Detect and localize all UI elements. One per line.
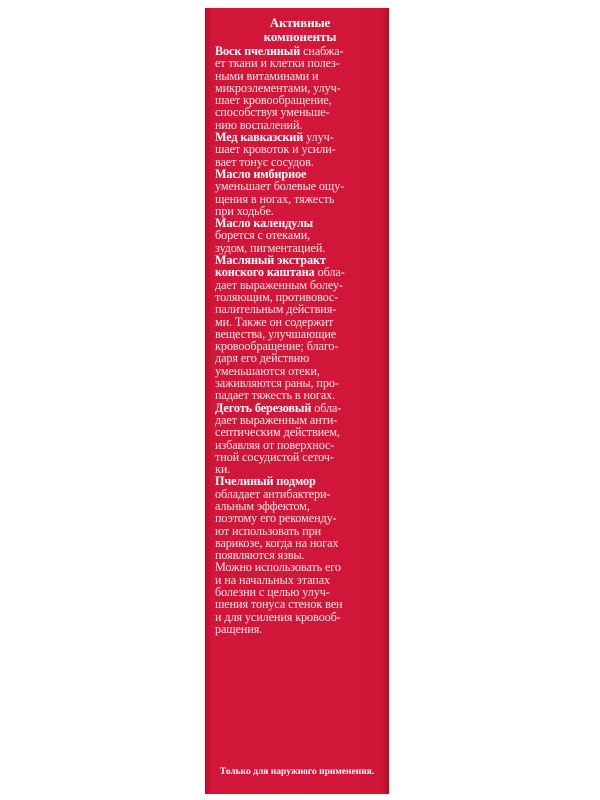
ingredient-description: борется с отеками, — [215, 228, 311, 243]
ingredient-description: обла- — [314, 265, 345, 280]
ingredient-description: зудом, пигментацией. — [215, 240, 326, 255]
ingredient-name: Масляный экстракт — [215, 253, 326, 268]
ingredient-paragraph — [215, 45, 385, 131]
text-line — [215, 451, 385, 463]
ingredient-description: ми. Также он содержит — [215, 314, 334, 329]
ingredient-description: толяющим, противовос- — [215, 289, 339, 304]
ingredient-description: болезни с целью улуч- — [215, 585, 330, 600]
ingredient-description: шает кровоток и усили- — [215, 142, 336, 157]
ingredients-text — [215, 16, 385, 635]
ingredient-description: микроэлементами, улуч- — [215, 80, 341, 95]
ingredient-description: способствуя уменьше- — [215, 105, 330, 120]
heading-line: Активные — [269, 15, 331, 30]
ingredient-description: и на начальных этапах — [215, 572, 331, 587]
ingredient-description: ют использовать при — [215, 523, 322, 538]
ingredient-description: снабжа- — [300, 44, 344, 58]
ingredient-description: альным эффектом, — [215, 498, 310, 513]
ingredient-description: шает кровообращение, — [215, 93, 332, 108]
ingredient-description: ки. — [215, 462, 231, 477]
ingredient-name: Мед кавказский — [215, 130, 304, 145]
ingredient-description: и для усиления кровооб- — [215, 609, 341, 624]
ingredient-paragraph — [215, 254, 385, 402]
ingredient-description: шения тонуса стенок вен — [215, 597, 343, 612]
ingredient-description: нию воспалений. — [215, 117, 303, 132]
ingredient-paragraph — [215, 217, 385, 254]
ingredient-description: при ходьбе. — [215, 203, 274, 218]
ingredient-description: ет ткани и клетки полез- — [215, 56, 340, 71]
ingredient-paragraph — [215, 131, 385, 168]
ingredient-description: вещества, улучшающие — [215, 326, 337, 341]
ingredient-description: септическим действием, — [215, 425, 340, 440]
text-line — [215, 623, 385, 635]
red-package-side-panel — [205, 8, 389, 794]
ingredient-description: уменьшает болевые ощу- — [215, 179, 345, 194]
ingredient-description: ращения. — [215, 621, 263, 636]
ingredient-description: вает тонус сосудов. — [215, 154, 314, 169]
ingredient-description: варикозе, когда на ногах — [215, 535, 339, 550]
ingredient-description: дает выраженным анти- — [215, 412, 338, 427]
ingredient-description: ными витаминами и — [215, 68, 319, 83]
ingredient-paragraph — [215, 475, 385, 635]
ingredient-description: уменьшаются отеки, — [215, 363, 320, 378]
ingredient-description: поэтому его рекоменду- — [215, 511, 337, 526]
ingredient-name: конского каштана — [215, 265, 315, 280]
ingredients-heading — [215, 16, 385, 44]
ingredient-description: тной сосудистой сеточ- — [215, 449, 334, 464]
ingredient-name: Воск пчелиный — [215, 44, 301, 58]
external-use-note: Только для наружного применения. — [219, 767, 375, 777]
ingredient-description: щения в ногах, тяжесть — [215, 191, 335, 206]
ingredient-description: заживляются раны, про- — [215, 376, 339, 391]
ingredient-name: Масло календулы — [215, 216, 314, 231]
ingredient-description: палительным действия- — [215, 302, 337, 317]
ingredient-description: появляются язвы. — [215, 548, 305, 563]
ingredient-name: Деготь березовый — [215, 400, 312, 415]
ingredient-name: Масло имбирное — [215, 166, 307, 181]
ingredient-description: кровообращение; благо- — [215, 339, 339, 354]
ingredient-description: улуч- — [303, 130, 334, 145]
ingredient-paragraph — [215, 168, 385, 217]
ingredient-description: даря его действию — [215, 351, 310, 366]
ingredient-name: Пчелиный подмор — [215, 474, 316, 489]
ingredient-description: обладает антибактери- — [215, 486, 331, 501]
ingredient-description: падает тяжесть в ногах. — [215, 388, 336, 403]
ingredient-description: избавляя от поверхнос- — [215, 437, 335, 452]
ingredient-list — [215, 45, 385, 635]
ingredient-description: Можно использовать его — [215, 560, 341, 575]
ingredient-paragraph — [215, 402, 385, 476]
ingredient-description: обла- — [311, 400, 342, 415]
ingredient-description: дает выраженным болеу- — [215, 277, 343, 292]
heading-line: компоненты — [263, 29, 337, 44]
